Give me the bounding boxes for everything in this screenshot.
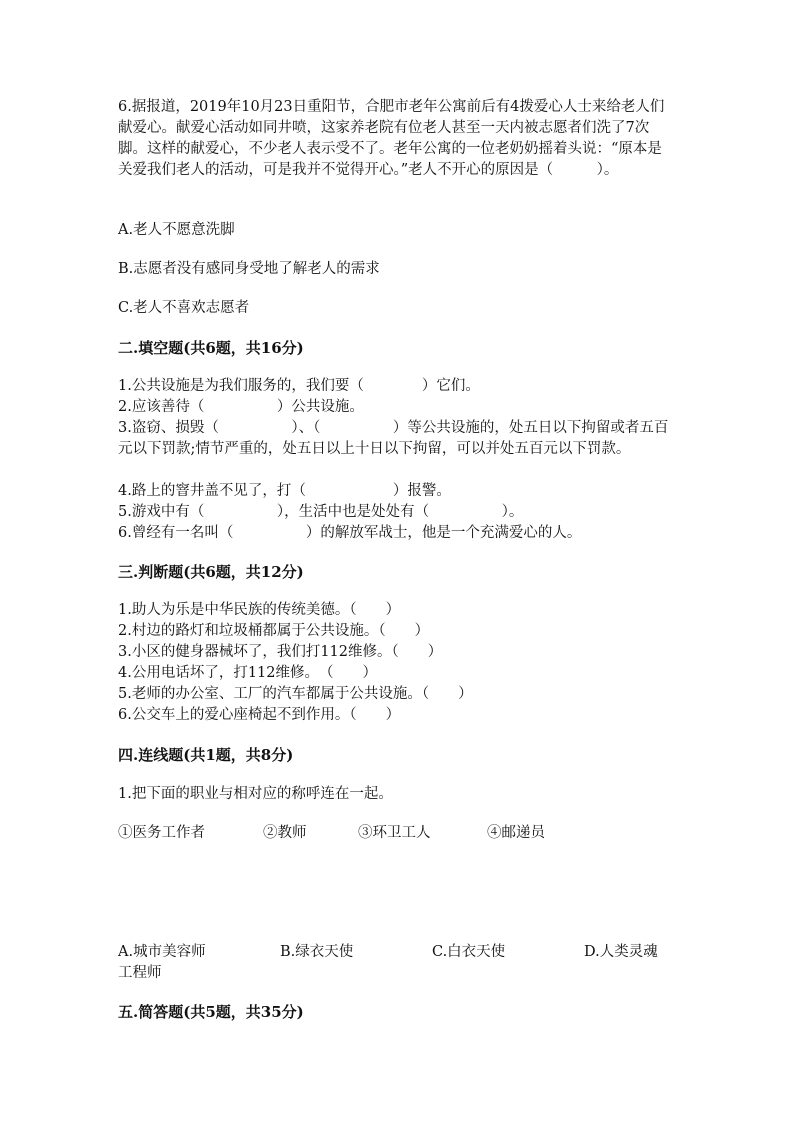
fill-item-3: 3.盗窃、损毁（ ）、（ ）等公共设施的，处五日以下拘留或者五百元以下罚款;情节严重的，处五日以上十日以下拘留，可以并处五百元以下罚款。 bbox=[118, 420, 669, 457]
fill-item-4: 4.路上的窨井盖不见了，打（ ）报警。 bbox=[118, 483, 451, 499]
fill-item-5: 5.游戏中有（ ），生活中也是处处有（ ）。 bbox=[118, 504, 524, 520]
match-top-4: ④邮递员 bbox=[487, 825, 545, 841]
judge-item-4: 4.公用电话坏了，打112维修。 （ ） bbox=[118, 665, 378, 681]
judge-item-2: 2.村边的路灯和垃圾桶都属于公共设施。（ ） bbox=[118, 623, 430, 639]
q6-option-c: C.老人不喜欢志愿者 bbox=[118, 300, 250, 316]
section-4-title: 四.连线题(共1题，共8分) bbox=[118, 746, 294, 764]
matching-question: 1.把下面的职业与相对应的称呼连在一起。 bbox=[118, 786, 393, 802]
match-bottom-b: B.绿衣天使 bbox=[280, 944, 354, 960]
question-6-stem: 6.据报道，2019年10月23日重阳节，合肥市老年公寓前后有4拨爱心人士来给老人们献爱心。献爱心活动如同井喷，这家养老院有位老人甚至一天内被志愿者们洗了7次脚。这样的献爱心，不少老人表示受不了。老年公寓的一位老奶奶摇着头说：“原本是关爱我们老人的活动，可是我并不觉得开心。”老人不开心的原因是（ ）。 bbox=[118, 99, 665, 178]
section-5-title: 五.简答题(共5题，共35分) bbox=[118, 1003, 304, 1021]
judge-item-1: 1.助人为乐是中华民族的传统美德。（ ） bbox=[118, 602, 401, 618]
match-bottom-d-continuation: 工程师 bbox=[118, 965, 162, 981]
match-bottom-c: C.白衣天使 bbox=[432, 944, 506, 960]
section-3-title: 三.判断题(共6题，共12分) bbox=[118, 563, 304, 581]
q6-option-b: B.志愿者没有感同身受地了解老人的需求 bbox=[118, 261, 380, 277]
judge-item-6: 6.公交车上的爱心座椅起不到作用。（ ） bbox=[118, 707, 401, 723]
match-top-3: ③环卫工人 bbox=[358, 825, 431, 841]
match-bottom-a: A.城市美容师 bbox=[118, 944, 206, 960]
match-bottom-d: D.人类灵魂 bbox=[584, 944, 658, 960]
fill-item-1: 1.公共设施是为我们服务的，我们要（ ）它们。 bbox=[118, 378, 480, 394]
judge-item-3: 3.小区的健身器械坏了，我们打112维修。（ ） bbox=[118, 644, 443, 660]
fill-item-2: 2.应该善待（ ）公共设施。 bbox=[118, 399, 364, 415]
section-2-title: 二.填空题(共6题，共16分) bbox=[118, 339, 304, 357]
fill-item-6: 6.曾经有一名叫（ ）的解放军战士，他是一个充满爱心的人。 bbox=[118, 525, 582, 541]
q6-option-a: A.老人不愿意洗脚 bbox=[118, 222, 235, 238]
judge-item-5: 5.老师的办公室、工厂的汽车都属于公共设施。（ ） bbox=[118, 686, 473, 702]
match-top-2: ②教师 bbox=[263, 825, 307, 841]
match-top-1: ①医务工作者 bbox=[118, 825, 205, 841]
